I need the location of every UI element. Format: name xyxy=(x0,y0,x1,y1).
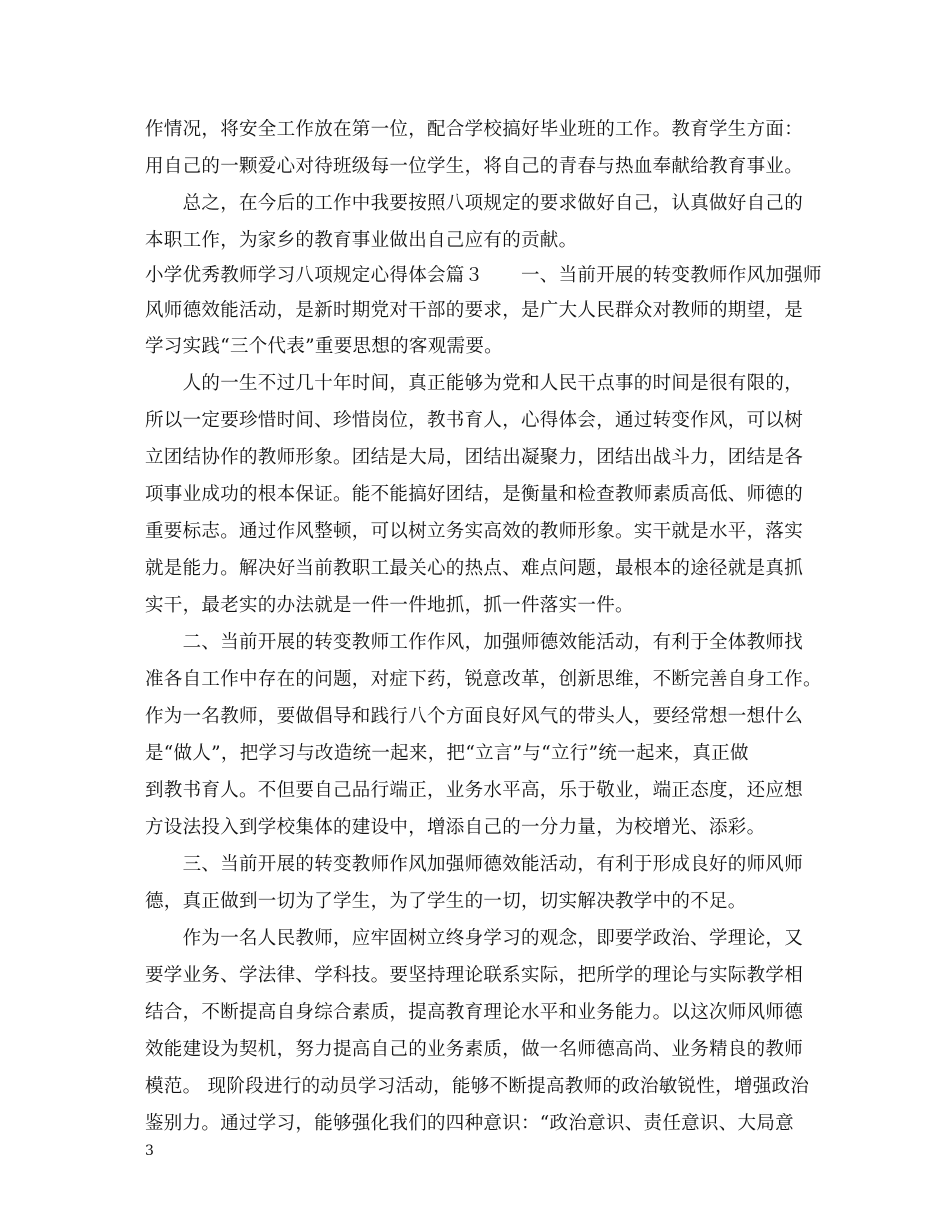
text-line: 要学业务、学法律、学科技。要坚持理论联系实际，把所学的理论与实际教学相 xyxy=(145,965,804,986)
text-line: 方设法投入到学校集体的建设中，增添自己的一分力量，为校增光、添彩。 xyxy=(145,817,766,838)
text-line: 立团结协作的教师形象。团结是大局，团结出凝聚力，团结出战斗力，团结是各 xyxy=(145,447,804,468)
section-heading-line: 小学优秀教师学习八项规定心得体会篇３ 一、当前开展的转变教师作风加强师 xyxy=(145,265,822,286)
text-line: 到教书育人。不但要自己品行端正，业务水平高，乐于敬业，端正态度，还应想 xyxy=(145,780,804,801)
text-line: 风师德效能活动，是新时期党对干部的要求，是广大人民群众对教师的期望，是 xyxy=(145,300,804,321)
text-line: 总之，在今后的工作中我要按照八项规定的要求做好自己，认真做好自己的 xyxy=(145,193,804,214)
text-line: 重要标志。通过作风整顿，可以树立务实高效的教师形象。实干就是水平，落实 xyxy=(145,521,804,542)
text-line: 作为一名人民教师，应牢固树立终身学习的观念，即要学政治、学理论，又 xyxy=(145,928,804,949)
text-line: 所以一定要珍惜时间、珍惜岗位，教书育人，心得体会，通过转变作风，可以树 xyxy=(145,410,804,431)
text-line: 是“做人”，把学习与改造统一起来，把“立言”与“立行”统一起来，真正做 xyxy=(145,743,749,764)
text-line: 就是能力。解决好当前教职工最关心的热点、难点问题，最根本的途径就是真抓 xyxy=(145,558,804,579)
text-line: 人的一生不过几十年时间，真正能够为党和人民干点事的时间是很有限的， xyxy=(145,373,804,394)
text-line: 作情况，将安全工作放在第一位，配合学校搞好毕业班的工作。教育学生方面： xyxy=(145,119,804,140)
text-line: 学习实践“三个代表”重要思想的客观需要。 xyxy=(145,336,503,357)
text-line: 鉴别力。通过学习，能够强化我们的四种意识：“政治意识、责任意识、大局意 xyxy=(145,1113,794,1134)
text-line: 项事业成功的根本保证。能不能搞好团结，是衡量和检查教师素质高低、师德的 xyxy=(145,484,804,505)
text-line: 德，真正做到一切为了学生，为了学生的一切，切实解决教学中的不足。 xyxy=(145,891,747,912)
text-line: 模范。 现阶段进行的动员学习活动，能够不断提高教师的政治敏锐性，增强政治 xyxy=(145,1076,810,1097)
text-line: 二、当前开展的转变教师工作作风，加强师德效能活动，有利于全体教师找 xyxy=(145,632,804,653)
text-line: 三、当前开展的转变教师作风加强师德效能活动，有利于形成良好的师风师 xyxy=(145,854,804,875)
text-line: 本职工作，为家乡的教育事业做出自己应有的贡献。 xyxy=(145,230,578,251)
text-line: 效能建设为契机，努力提高自己的业务素质，做一名师德高尚、业务精良的教师 xyxy=(145,1039,804,1060)
page-number: 3 xyxy=(145,1143,154,1159)
text-line: 用自己的一颗爱心对待班级每一位学生，将自己的青春与热血奉献给教育事业。 xyxy=(145,156,804,177)
text-line: 实干，最老实的办法就是一件一件地抓，抓一件落实一件。 xyxy=(145,595,634,616)
text-line: 结合，不断提高自身综合素质，提高教育理论水平和业务能力。以这次师风师德 xyxy=(145,1002,804,1023)
text-line: 作为一名教师，要做倡导和践行八个方面良好风气的带头人，要经常想一想什么 xyxy=(145,706,804,727)
text-line: 准各自工作中存在的问题，对症下药，锐意改革，创新思维，不断完善自身工作。 xyxy=(145,669,822,690)
